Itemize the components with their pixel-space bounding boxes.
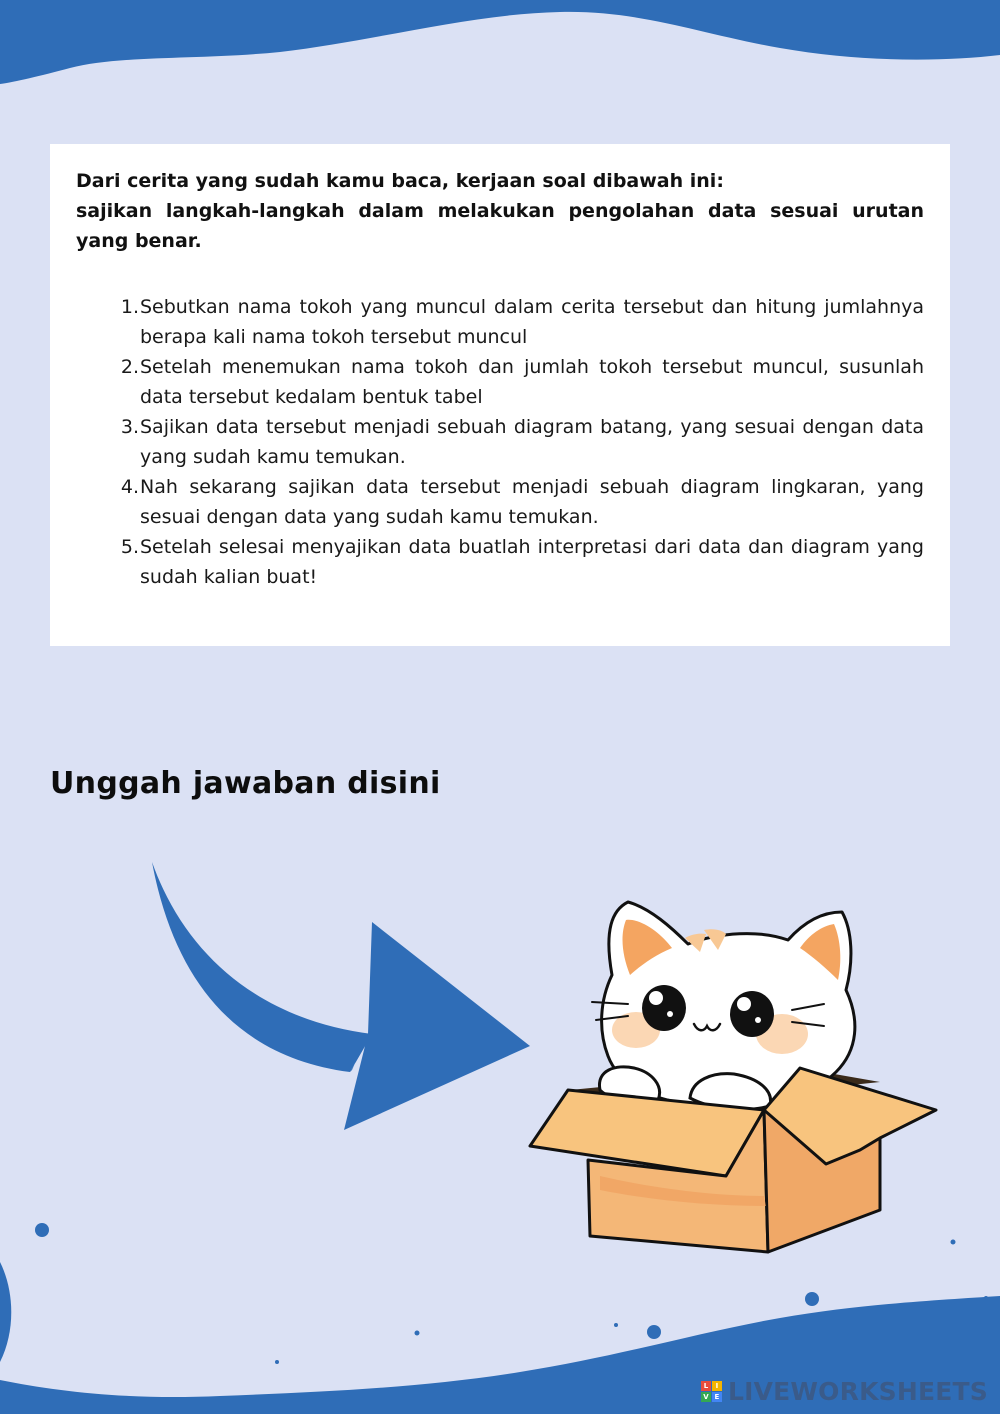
logo-letter: L: [701, 1381, 711, 1391]
watermark-text: LIVEWORKSHEETS: [727, 1377, 988, 1406]
task-text: Sebutkan nama tokoh yang muncul dalam cerita tersebut dan hitung jumlahnya berapa kali nama tokoh tersebut muncul: [140, 296, 924, 348]
logo-letter: I: [712, 1381, 722, 1391]
task-number: 2.: [120, 356, 139, 378]
liveworksheets-watermark: [701, 1377, 988, 1406]
liveworksheets-logo-icon: [701, 1381, 722, 1402]
logo-letter: E: [712, 1392, 722, 1402]
instruction-line-1: Dari cerita yang sudah kamu baca, kerjaan soal dibawah ini:: [76, 170, 724, 192]
right-eye: [730, 991, 774, 1037]
left-eye: [642, 985, 686, 1031]
upload-heading: Unggah jawaban disini: [50, 766, 441, 801]
task-text: Sajikan data tersebut menjadi sebuah diagram batang, yang sesuai dengan data yang sudah kamu temukan.: [140, 416, 924, 468]
task-number: 5.: [120, 536, 139, 558]
logo-letter: V: [701, 1392, 711, 1402]
instruction-line-2: sajikan langkah-langkah dalam melakukan pengolahan data sesuai urutan yang benar.: [76, 200, 924, 252]
task-text: Setelah selesai menyajikan data buatlah interpretasi dari data dan diagram yang sudah kalian buat!: [140, 536, 924, 588]
task-number: 3.: [120, 416, 139, 438]
task-number: 4.: [120, 476, 139, 498]
task-text: Nah sekarang sajikan data tersebut menjadi sebuah diagram lingkaran, yang sesuai dengan data yang sudah kamu temukan.: [140, 476, 924, 528]
task-number: 1.: [120, 296, 139, 318]
task-text: Setelah menemukan nama tokoh dan jumlah tokoh tersebut muncul, susunlah data tersebut kedalam bentuk tabel: [140, 356, 924, 408]
